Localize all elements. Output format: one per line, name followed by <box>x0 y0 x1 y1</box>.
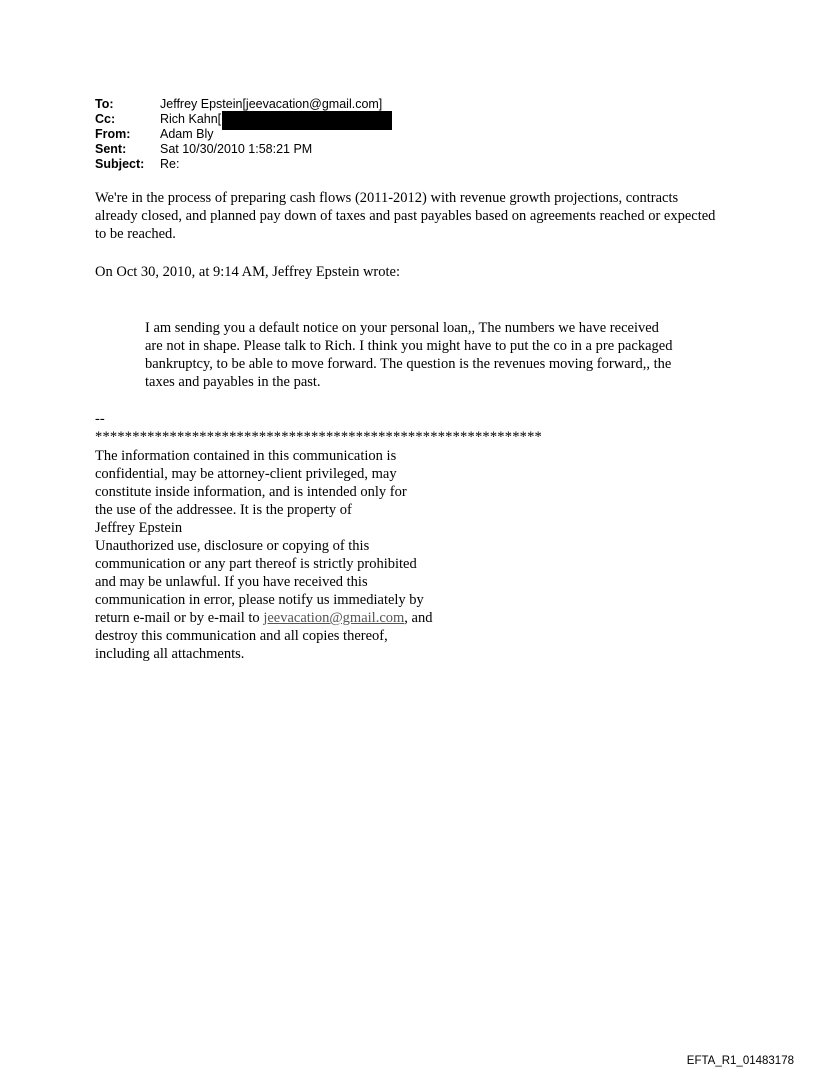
cc-value: Rich Kahn[ <box>160 112 222 126</box>
reply-body: We're in the process of preparing cash flows (2011-2012) with revenue growth projections, contracts already closed, and planned pay down of taxes and past payables based on agreements reached or expected to be reached. <box>95 190 716 242</box>
disclaimer-line-suffix: , and <box>404 610 433 626</box>
disclaimer-line: Jeffrey Epstein <box>95 520 183 536</box>
disclaimer-line-prefix: return e-mail or by e-mail to <box>95 610 264 626</box>
cc-label: Cc: <box>95 112 116 126</box>
disclaimer-line: and may be unlawful. If you have received this <box>95 574 368 590</box>
from-label: From: <box>95 127 131 141</box>
sent-value: Sat 10/30/2010 1:58:21 PM <box>160 142 313 156</box>
to-label: To: <box>95 97 114 111</box>
sent-row <box>95 142 392 157</box>
quote-attribution: On Oct 30, 2010, at 9:14 AM, Jeffrey Epstein wrote: <box>95 264 400 280</box>
disclaimer-link-line <box>95 609 480 627</box>
to-row <box>95 97 392 112</box>
subject-value: Re: <box>160 157 180 171</box>
disclaimer-line: The information contained in this communication is <box>95 448 397 464</box>
email-header <box>95 97 392 172</box>
redaction-block <box>222 111 392 130</box>
to-value: Jeffrey Epstein[jeevacation@gmail.com] <box>160 97 383 111</box>
confidentiality-disclaimer <box>95 447 480 663</box>
disclaimer-line: destroy this communication and all copies thereof, <box>95 628 388 644</box>
disclaimer-line: including all attachments. <box>95 646 245 662</box>
document-id: EFTA_R1_01483178 <box>686 1055 794 1067</box>
disclaimer-line: the use of the addressee. It is the property of <box>95 502 352 518</box>
asterisk-divider: ************************************************************ <box>95 429 542 445</box>
disclaimer-line: Unauthorized use, disclosure or copying of this <box>95 538 370 554</box>
subject-row <box>95 157 392 172</box>
signature-separator: -- <box>95 411 105 427</box>
disclaimer-line: confidential, may be attorney-client privileged, may <box>95 466 397 482</box>
cc-row <box>95 112 392 127</box>
disclaimer-line: communication in error, please notify us immediately by <box>95 592 424 608</box>
sent-label: Sent: <box>95 142 127 156</box>
email-link[interactable]: jeevacation@gmail.com <box>263 610 405 626</box>
subject-label: Subject: <box>95 157 145 171</box>
quoted-message: I am sending you a default notice on your personal loan,, The numbers we have received are not in shape. Please talk to Rich. I think you might have to put the co in a pre packaged bankruptcy, to be able to move forward. The question is the revenues moving forward,, the taxes and payables in the past. <box>145 320 673 390</box>
from-value: Adam Bly <box>160 127 214 141</box>
disclaimer-line: communication or any part thereof is strictly prohibited <box>95 556 417 572</box>
disclaimer-line: constitute inside information, and is intended only for <box>95 484 407 500</box>
